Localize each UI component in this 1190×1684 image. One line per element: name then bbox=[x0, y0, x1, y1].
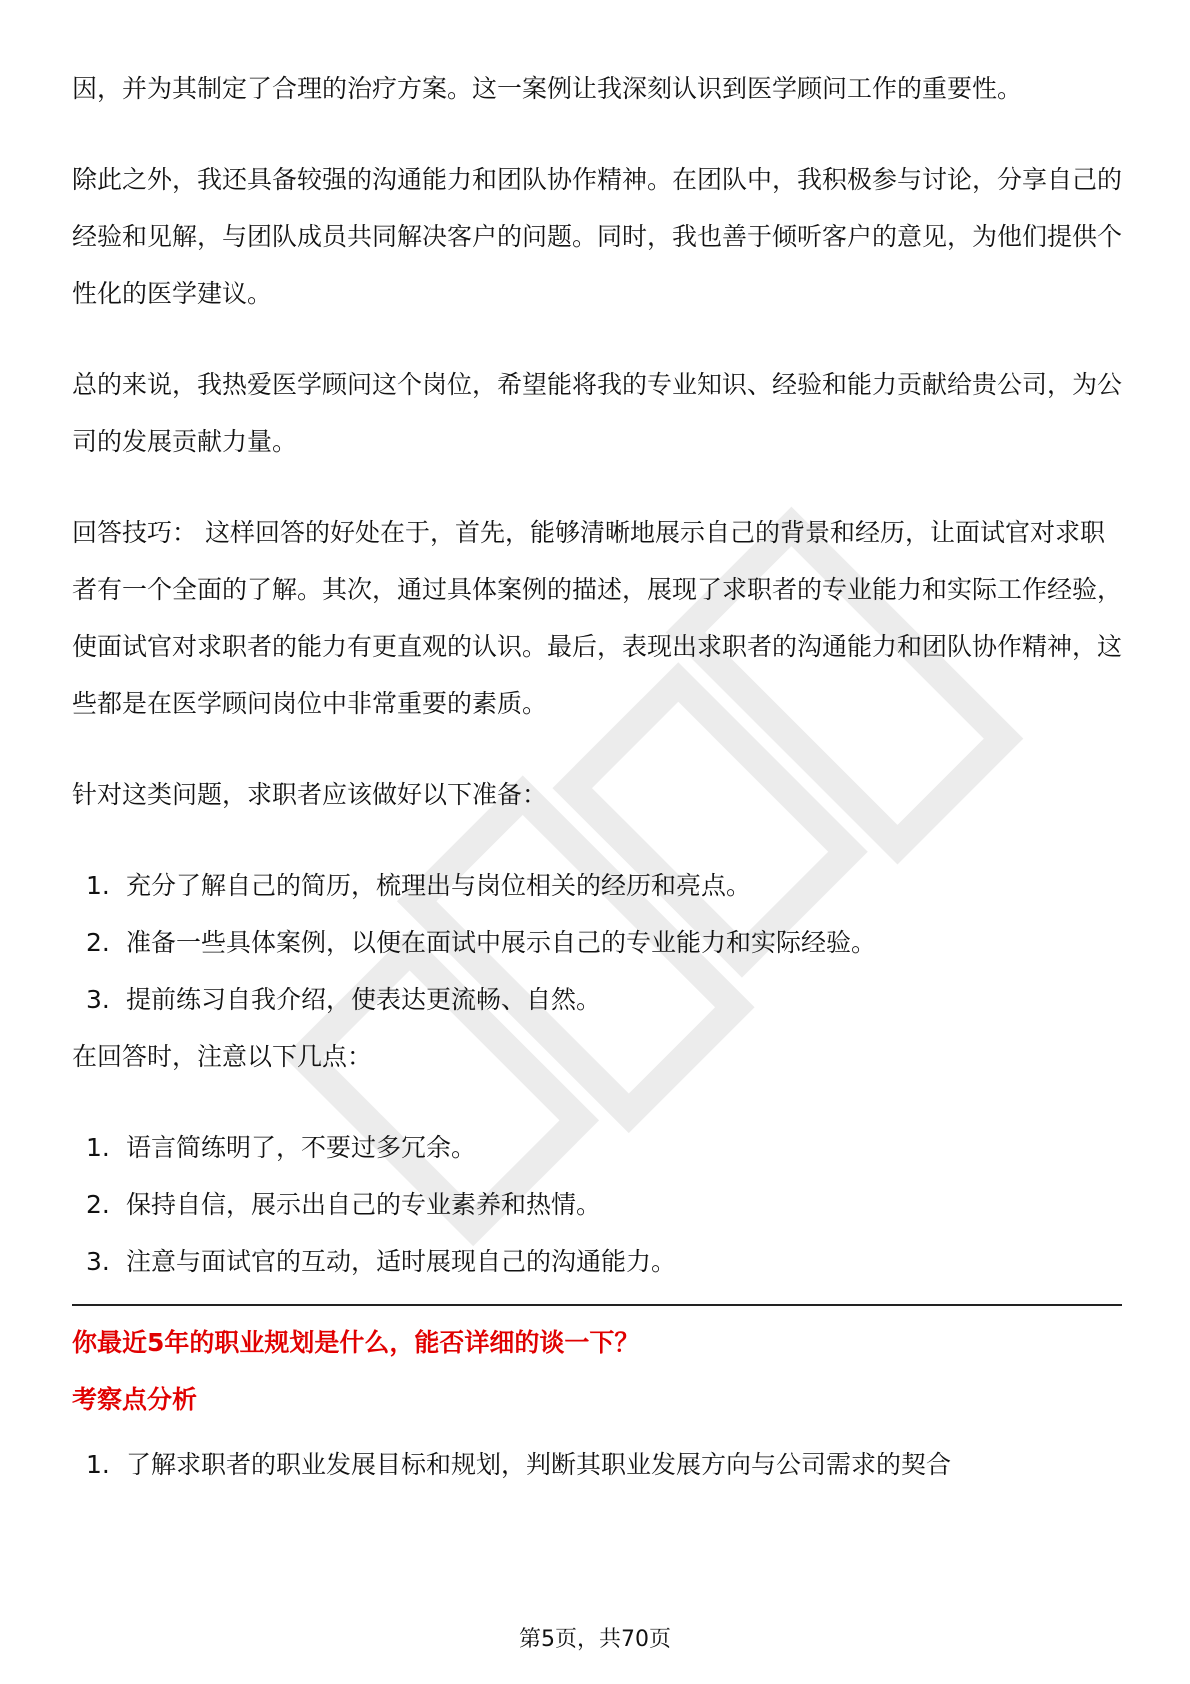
page-content bbox=[72, 60, 1122, 1493]
list-item: 3. 注意与面试官的互动，适时展现自己的沟通能力。 bbox=[86, 1247, 677, 1276]
answer-tips-paragraph: 回答技巧： 这样回答的好处在于，首先，能够清晰地展示自己的背景和经历，让面试官对求职者有一个全面的了解。其次，通过具体案例的描述，展现了求职者的专业能力和实际工作经验，使面试官对求职者的能力有更直观的认识。最后，表现出求职者的沟通能力和团队协作精神，这些都是在医学顾问岗位中非常重要的素质。 bbox=[72, 518, 1123, 718]
page-number: 第5页，共70页 bbox=[519, 1627, 671, 1652]
list-item: 1. 了解求职者的职业发展目标和规划，判断其职业发展方向与公司需求的契合 bbox=[86, 1450, 952, 1479]
section-divider bbox=[72, 1304, 1122, 1306]
attention-intro: 在回答时，注意以下几点： bbox=[72, 1042, 373, 1071]
interview-question: 你最近5年的职业规划是什么，能否详细的谈一下？ bbox=[72, 1328, 640, 1357]
analysis-heading: 考察点分析 bbox=[72, 1385, 198, 1414]
preparation-list bbox=[72, 857, 1122, 1028]
analysis-list bbox=[72, 1436, 1122, 1493]
paragraph: 除此之外，我还具备较强的沟通能力和团队协作精神。在团队中，我积极参与讨论，分享自己的经验和见解，与团队成员共同解决客户的问题。同时，我也善于倾听客户的意见，为他们提供个性化的医学建议。 bbox=[72, 165, 1123, 308]
paragraph: 总的来说，我热爱医学顾问这个岗位，希望能将我的专业知识、经验和能力贡献给贵公司，为公司的发展贡献力量。 bbox=[72, 370, 1123, 456]
preparation-intro: 针对这类问题，求职者应该做好以下准备： bbox=[72, 780, 548, 809]
attention-list bbox=[72, 1119, 1122, 1290]
list-item: 3. 提前练习自我介绍，使表达更流畅、自然。 bbox=[86, 985, 602, 1014]
list-item: 1. 语言简练明了，不要过多冗余。 bbox=[86, 1133, 477, 1162]
paragraph: 因，并为其制定了合理的治疗方案。这一案例让我深刻认识到医学顾问工作的重要性。 bbox=[72, 74, 1023, 103]
list-item: 1. 充分了解自己的简历，梳理出与岗位相关的经历和亮点。 bbox=[86, 871, 752, 900]
list-item: 2. 准备一些具体案例，以便在面试中展示自己的专业能力和实际经验。 bbox=[86, 928, 877, 957]
list-item: 2. 保持自信，展示出自己的专业素养和热情。 bbox=[86, 1190, 602, 1219]
